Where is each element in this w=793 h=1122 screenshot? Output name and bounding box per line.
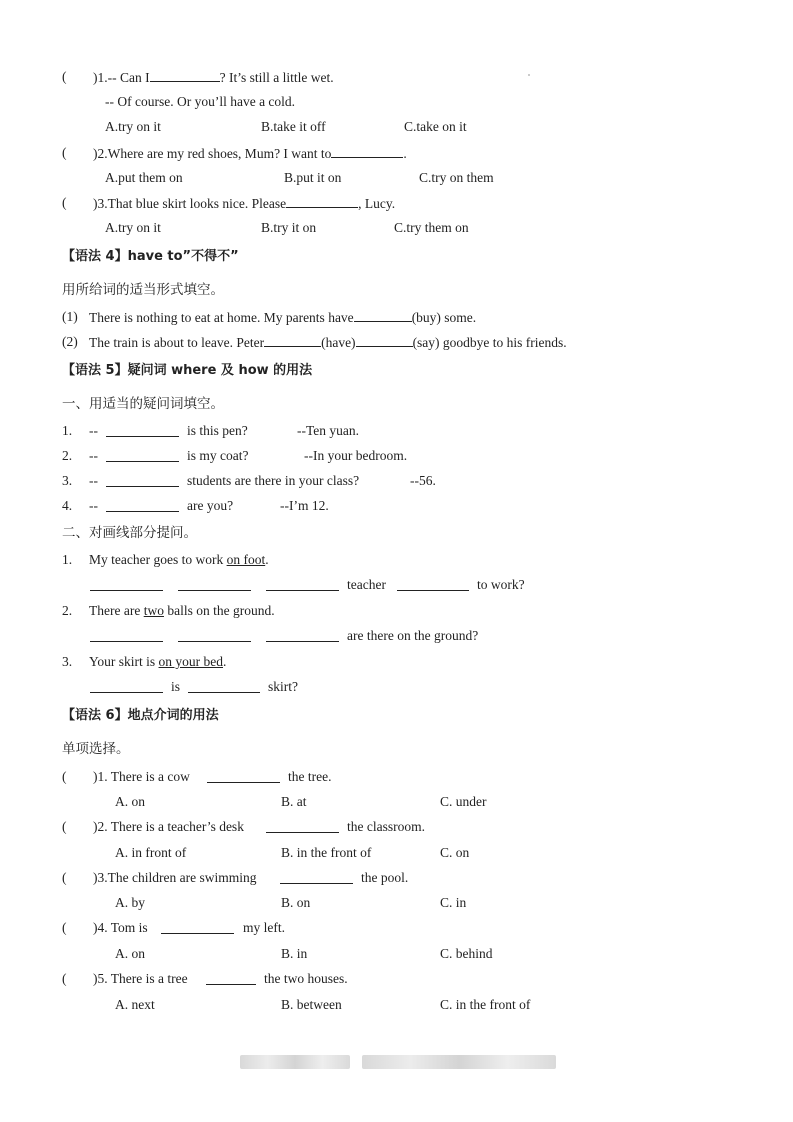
g6-q5-post: the two houses. (264, 971, 348, 986)
g4-item1-num: (1) (62, 309, 78, 324)
q2-option-a: A.put them on (105, 170, 183, 185)
g5-r1-num: 1. (62, 552, 73, 567)
g5-f1-answer: --Ten yuan. (297, 423, 360, 438)
grammar6-heading: 【语法 6】地点介词的用法 (62, 708, 219, 723)
g6-q2-option-c: C. on (440, 845, 470, 860)
g5-f4-blank (106, 498, 179, 512)
g6-q3-blank (280, 870, 353, 884)
g5-f2-num: 2. (62, 448, 73, 463)
g5-r1-sentence (89, 551, 269, 569)
g5-f3-dash: -- (89, 473, 98, 488)
grammar4-instruction: 用所给词的适当形式填空。 (62, 282, 224, 298)
grammar4-heading: 【语法 4】have to”不得不” (62, 249, 239, 264)
g6-q3-option-c: C. in (440, 895, 467, 910)
g5-r3-pre: Your skirt is (89, 654, 159, 669)
g5-f2-answer: --In your bedroom. (304, 448, 408, 463)
g5-f1-blank (106, 423, 179, 437)
g6-q3-paren: ( (62, 870, 67, 885)
g6-q2-blank (266, 819, 339, 833)
q2-stem (93, 144, 407, 163)
g5-f3-blank (106, 473, 179, 487)
g5-r2-sentence (89, 602, 275, 620)
q1-stem (93, 68, 334, 87)
footer-blurred-text-2 (362, 1055, 556, 1069)
q1-option-a: A.try on it (105, 119, 161, 134)
q1-paren: ( (62, 69, 67, 84)
g6-q1-post: the tree. (288, 769, 332, 784)
q3-blank (286, 194, 358, 208)
g5-r1-pre: My teacher goes to work (89, 552, 227, 567)
g6-q4-option-a: A. on (115, 946, 145, 961)
footer-blurred-text (240, 1055, 350, 1069)
g4-item2-mid: (have) (321, 335, 356, 350)
g4-item1 (89, 308, 476, 327)
q3-option-a: A.try on it (105, 220, 161, 235)
g5-r2-post: balls on the ground. (163, 603, 275, 618)
g5-r1-blank3 (266, 577, 339, 591)
g6-q5-option-c: C. in the front of (440, 997, 531, 1012)
g5-r1-word1: teacher (347, 577, 386, 592)
g6-q1-option-a: A. on (115, 794, 145, 809)
q3-after: , Lucy. (358, 196, 396, 211)
g5-r3-word1: is (171, 679, 181, 694)
g5-r1-underlined: on foot (226, 552, 266, 567)
g4-item1-post: (buy) some. (411, 310, 477, 325)
g5-f3-answer: --56. (410, 473, 436, 488)
g6-q2-paren: ( (62, 819, 67, 834)
g6-q4-stem: )4. Tom is (93, 920, 148, 935)
g5-r2-blank2 (178, 628, 251, 642)
g5-r1-post: . (265, 552, 269, 567)
grammar5-heading: 【语法 5】疑问词 where 及 how 的用法 (62, 363, 313, 378)
g4-item1-text: There is nothing to eat at home. My parents have (89, 310, 354, 325)
g5-f4-answer: --I’m 12. (280, 498, 329, 513)
g6-q1-stem: )1. There is a cow (93, 769, 190, 784)
g5-r1-blank1 (90, 577, 163, 591)
g6-q1-blank (207, 769, 280, 783)
q2-after: . (403, 146, 407, 161)
g5-f1-dash: -- (89, 423, 98, 438)
g5-r2-pre: There are (89, 603, 144, 618)
g4-item2-blank1 (264, 333, 321, 347)
q1-blank (150, 68, 220, 82)
g5-f4-num: 4. (62, 498, 73, 513)
g4-item2-blank2 (356, 333, 413, 347)
q2-paren: ( (62, 145, 67, 160)
g5-part2-heading: 二、对画线部分提问。 (62, 525, 197, 541)
q2-blank (331, 144, 403, 158)
q3-text: )3.That blue skirt looks nice. Please (93, 196, 287, 211)
g6-q5-option-b: B. between (281, 997, 342, 1012)
g5-f1-num: 1. (62, 423, 73, 438)
g6-q4-blank (161, 920, 234, 934)
g6-q2-post: the classroom. (347, 819, 425, 834)
g5-r3-blank2 (188, 679, 260, 693)
g5-f1-question: is this pen? (187, 423, 248, 438)
g6-q2-option-a: A. in front of (115, 845, 187, 860)
g6-q5-option-a: A. next (115, 997, 155, 1012)
g6-q3-option-b: B. on (281, 895, 311, 910)
g6-q5-stem: )5. There is a tree (93, 971, 188, 986)
q1-option-b: B.take it off (261, 119, 326, 134)
g5-r3-underlined: on your bed (158, 654, 224, 669)
g5-r2-blank3 (266, 628, 339, 642)
g6-q4-option-c: C. behind (440, 946, 493, 961)
g5-r3-num: 3. (62, 654, 73, 669)
g5-f3-question: students are there in your class? (187, 473, 360, 488)
g6-q3-option-a: A. by (115, 895, 145, 910)
g6-q4-paren: ( (62, 920, 67, 935)
g5-f2-question: is my coat? (187, 448, 249, 463)
g6-q1-option-b: B. at (281, 794, 307, 809)
g6-q5-paren: ( (62, 971, 67, 986)
g6-q4-post: my left. (243, 920, 285, 935)
g5-f2-blank (106, 448, 179, 462)
g4-item1-blank (354, 308, 412, 322)
g6-q4-option-b: B. in (281, 946, 308, 961)
g5-part1-heading: 一、用适当的疑问词填空。 (62, 396, 224, 412)
g5-r2-num: 2. (62, 603, 73, 618)
q3-option-c: C.try them on (394, 220, 469, 235)
q1-reply: -- Of course. Or you’ll have a cold. (105, 94, 296, 109)
g5-r1-word2: to work? (477, 577, 525, 592)
g4-item2-num: (2) (62, 334, 78, 349)
g5-r2-blank1 (90, 628, 163, 642)
g6-q3-stem: )3.The children are swimming (93, 870, 257, 885)
q3-stem (93, 194, 395, 213)
g4-item2 (89, 333, 567, 352)
g6-q1-option-c: C. under (440, 794, 487, 809)
q1-after: ? It’s still a little wet. (219, 70, 334, 85)
g4-item2-post: (say) goodbye to his friends. (412, 335, 567, 350)
g5-r3-post: . (223, 654, 227, 669)
q3-paren: ( (62, 195, 67, 210)
g6-q2-option-b: B. in the front of (281, 845, 372, 860)
g5-f4-dash: -- (89, 498, 98, 513)
g4-item2-text: The train is about to leave. Peter (89, 335, 265, 350)
g6-q1-paren: ( (62, 769, 67, 784)
q2-text: )2.Where are my red shoes, Mum? I want to (93, 146, 332, 161)
g5-f2-dash: -- (89, 448, 98, 463)
g6-q5-blank (206, 971, 256, 985)
g5-r2-underlined: two (143, 603, 164, 618)
g5-r3-word2: skirt? (268, 679, 298, 694)
q1-text: )1.-- Can I (93, 70, 150, 85)
g6-q2-stem: )2. There is a teacher’s desk (93, 819, 244, 834)
g5-r3-sentence (89, 653, 226, 671)
g5-r1-blank4 (397, 577, 469, 591)
g6-q3-post: the pool. (361, 870, 409, 885)
q2-option-b: B.put it on (284, 170, 342, 185)
q2-option-c: C.try on them (419, 170, 494, 185)
g5-f4-question: are you? (187, 498, 234, 513)
q1-option-c: C.take on it (404, 119, 467, 134)
grammar6-instruction: 单项选择。 (62, 741, 130, 757)
g5-f3-num: 3. (62, 473, 73, 488)
q3-option-b: B.try it on (261, 220, 317, 235)
g5-r2-word1: are there on the ground? (347, 628, 479, 643)
stray-dot (528, 74, 530, 76)
g5-r1-blank2 (178, 577, 251, 591)
g5-r3-blank1 (90, 679, 163, 693)
